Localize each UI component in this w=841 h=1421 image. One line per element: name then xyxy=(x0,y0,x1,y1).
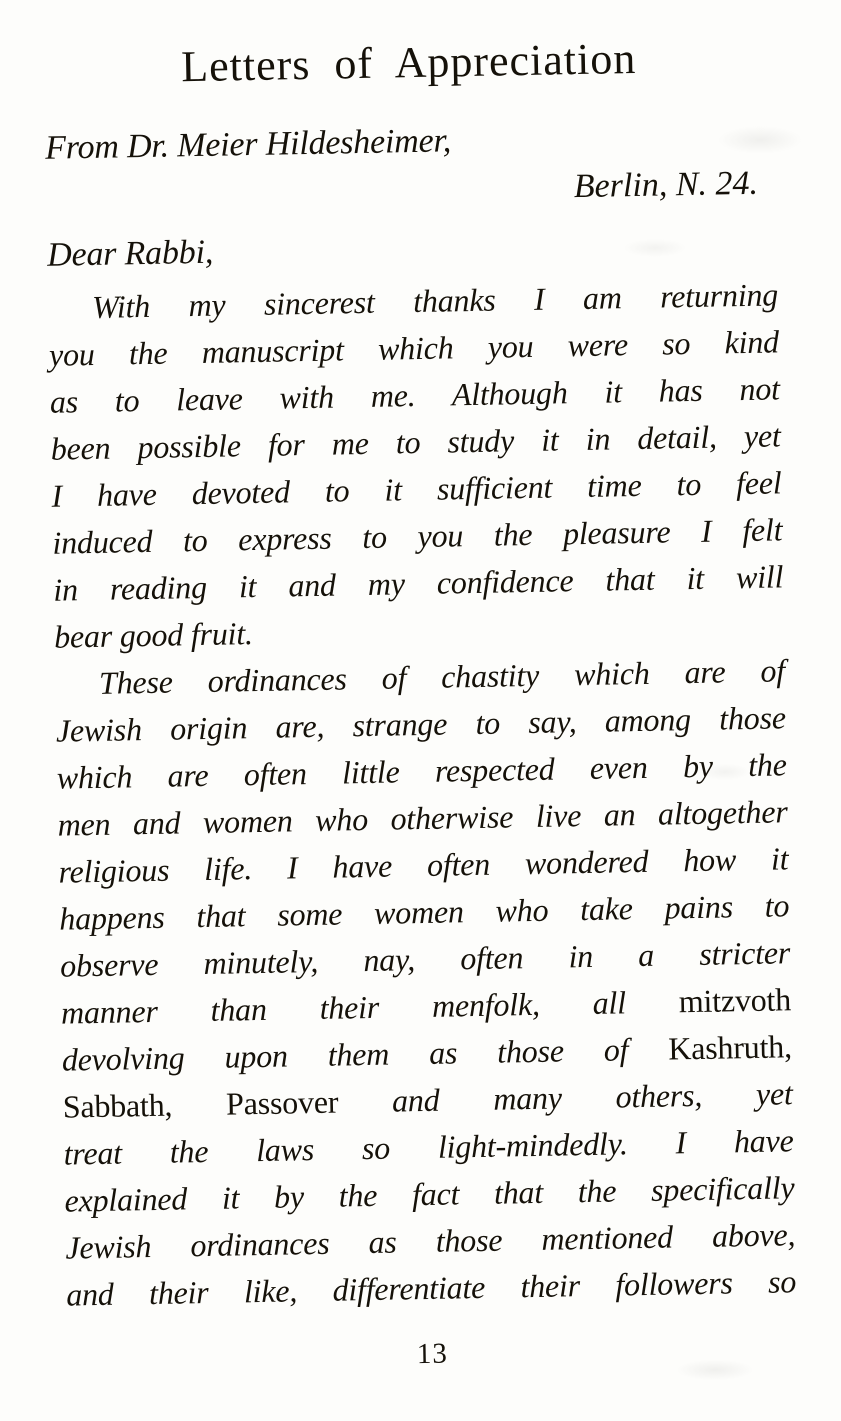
text-segment: religious life. I have often wondered how it xyxy=(58,839,789,890)
page-content xyxy=(43,31,797,1377)
text-segment: as to leave with me. Although it has not xyxy=(49,369,781,420)
roman-term: mitzvoth xyxy=(678,980,792,1019)
text-segment: men and women who otherwise live an altogether xyxy=(57,792,788,843)
letter-body xyxy=(48,271,797,1318)
text-segment: and many others, yet xyxy=(391,1074,793,1119)
text-segment: been possible for me to study it in detail, yet xyxy=(50,416,781,467)
text-segment: bear good fruit. xyxy=(53,614,254,655)
text-segment: observe minutely, nay, often in a stricter xyxy=(59,933,791,984)
text-segment: in reading it and my confidence that it will xyxy=(52,557,784,608)
text-segment: happens that some women who take pains to xyxy=(59,886,790,937)
text-segment: With my sincerest thanks I am returning xyxy=(91,275,779,325)
text-segment: Jewish origin are, strange to say, among those xyxy=(55,698,787,749)
salutation: Dear Rabbi, xyxy=(46,233,214,274)
roman-term: Sabbath, Passover xyxy=(62,1082,393,1125)
page-title: Letters of Appreciation xyxy=(180,33,637,92)
text-segment: These ordinances of chastity which are of xyxy=(98,651,786,701)
text-segment: you the manuscript which you were so kind xyxy=(48,322,780,373)
text-segment: and their like, differentiate their followers so xyxy=(65,1262,797,1313)
text-segment: induced to express to you the pleasure I felt xyxy=(52,510,783,561)
text-segment: devolving upon them as those of xyxy=(61,1030,669,1078)
text-segment: I have devoted to it sufficient time to feel xyxy=(51,463,782,514)
paragraph xyxy=(48,271,785,660)
text-segment: manner than their menfolk, all xyxy=(60,982,680,1031)
text-segment: treat the laws so light-mindedly. I have xyxy=(63,1121,794,1172)
roman-term: Kashruth, xyxy=(667,1027,793,1067)
paragraph xyxy=(55,647,797,1318)
page-footer xyxy=(67,1331,797,1377)
sender-line: From Dr. Meier Hildesheimer, xyxy=(44,121,452,167)
page-number: 13 xyxy=(416,1337,449,1370)
text-segment: explained it by the fact that the specifically xyxy=(64,1168,795,1219)
place-line: Berlin, N. 24. xyxy=(573,164,759,205)
text-segment: Jewish ordinances as those mentioned above, xyxy=(65,1215,796,1266)
text-segment: which are often little respected even by the xyxy=(56,745,787,796)
